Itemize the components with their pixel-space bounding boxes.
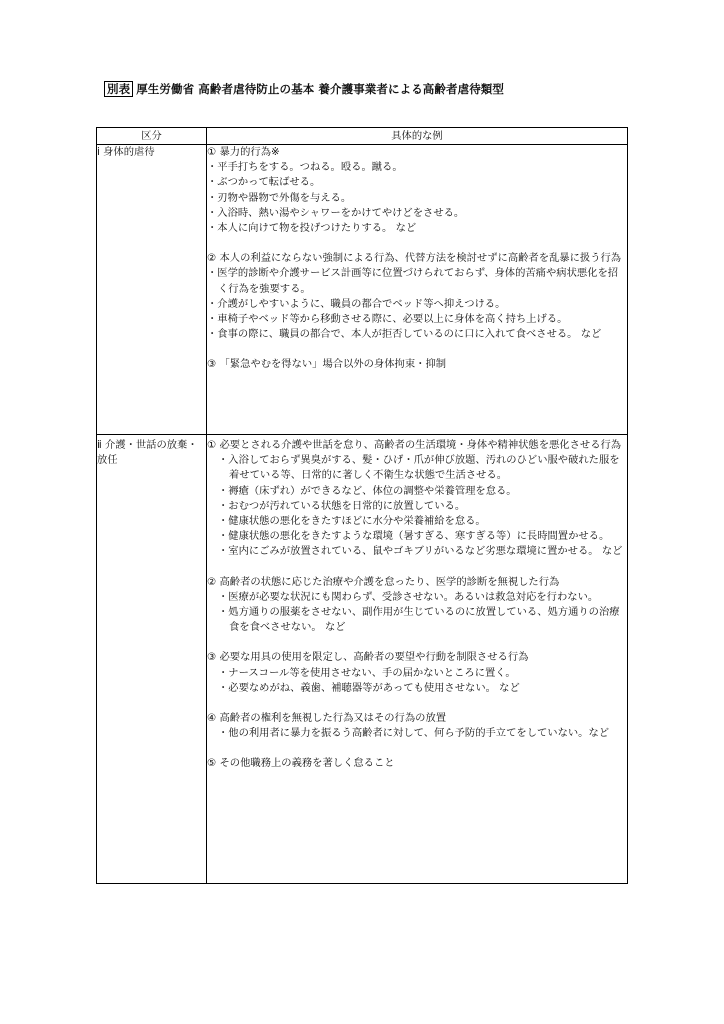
examples-cell <box>207 145 628 435</box>
list-item: ・処方通りの服薬をさせない、副作用が生じているのに放置している、処方通りの治療食を食べさせない。 など <box>218 606 620 634</box>
title-text: 厚生労働省 高齢者虐待防止の基本 養介護事業者による高齢者虐待類型 <box>136 82 505 96</box>
examples-cell <box>207 435 628 884</box>
list-item: ・健康状態の悪化をきたすような環境（暑すぎる、寒すぎる等）に長時間置かせる。 <box>218 530 610 543</box>
list-item: ・車椅子やベッド等から移動させる際に、必要以上に身体を高く持ち上げる。 <box>207 313 568 326</box>
header-category: 区分 <box>97 128 207 145</box>
list-item: ・本人に向けて物を投げつけたりする。 など <box>207 222 417 235</box>
section-heading: ② 本人の利益にならない強制による行為、代替方法を検討せずに高齢者を乱暴に扱う行為 <box>207 252 622 265</box>
list-item: ・健康状態の悪化をきたすほどに水分や栄養補給を怠る。 <box>218 515 486 528</box>
section-heading: ① 暴力的行為※ <box>207 146 280 158</box>
list-item: ・ぶつかって転ばせる。 <box>207 176 321 189</box>
list-item: ・褥瘡（床ずれ）ができるなど、体位の調整や栄養管理を怠る。 <box>218 484 517 497</box>
list-item: ・食事の際に、職員の都合で、本人が拒否しているのに口に入れて食べさせる。 など <box>207 328 602 341</box>
category-cell: ⅱ 介護・世話の放棄・放任 <box>97 435 207 884</box>
list-item: ・他の利用者に暴力を振るう高齢者に対して、何ら予防的手立てをしていない。など <box>218 727 610 740</box>
list-item: ・医療が必要な状況にも関わらず、受診させない。あるいは救急対応を行わない。 <box>218 590 599 603</box>
list-item: ・医学的診断や介護サービス計画等に位置づけられておらず、身体的苦痛や病状悪化を招く行為を強要する。 <box>207 267 619 295</box>
document-title <box>104 81 504 97</box>
list-item: ・入浴しておらず異臭がする、髪・ひげ・爪が伸び放題、汚れのひどい服や破れた服を着せている等、日常的に著しく不衛生な状態で生活させる。 <box>218 454 620 482</box>
abuse-type-table <box>96 127 628 884</box>
appendix-label: 別表 <box>104 81 133 97</box>
section-heading: ⑤ その他職務上の義務を著しく怠ること <box>207 757 395 770</box>
section-heading: ③ 「緊急やむを得ない」場合以外の身体拘束・抑制 <box>207 358 447 371</box>
list-item: ・入浴時、熱い湯やシャワーをかけてやけどをさせる。 <box>207 206 465 219</box>
section-heading: ③ 必要な用具の使用を限定し、高齢者の要望や行動を制限させる行為 <box>207 651 529 664</box>
section-heading: ① 必要とされる介護や世話を怠り、高齢者の生活環境・身体や精神状態を悪化させる行為 <box>207 439 622 451</box>
list-item: ・介護がしやすいように、職員の都合でベッド等へ抑えつける。 <box>207 297 506 310</box>
header-examples: 具体的な例 <box>207 128 628 145</box>
section-heading: ④ 高齢者の権利を無視した行為又はその行為の放置 <box>207 712 447 725</box>
table-row <box>97 145 628 435</box>
list-item: ・ナースコール等を使用させない、手の届かないところに置く。 <box>218 666 516 679</box>
list-item: ・必要なめがね、義歯、補聴器等があっても使用させない。 など <box>218 681 520 694</box>
list-item: ・室内にごみが放置されている、鼠やゴキブリがいるなど劣悪な環境に置かせる。 など <box>218 545 623 558</box>
list-item: ・刃物や器物で外傷を与える。 <box>207 191 352 204</box>
table-row <box>97 435 628 884</box>
section-heading: ② 高齢者の状態に応じた治療や介護を怠ったり、医学的診断を無視した行為 <box>207 575 560 588</box>
list-item: ・おむつが汚れている状態を日常的に放置している。 <box>218 499 466 512</box>
list-item: ・平手打ちをする。つねる。殴る。蹴る。 <box>207 161 403 174</box>
table-header-row <box>97 128 628 145</box>
category-cell: ⅰ 身体的虐待 <box>97 145 207 435</box>
